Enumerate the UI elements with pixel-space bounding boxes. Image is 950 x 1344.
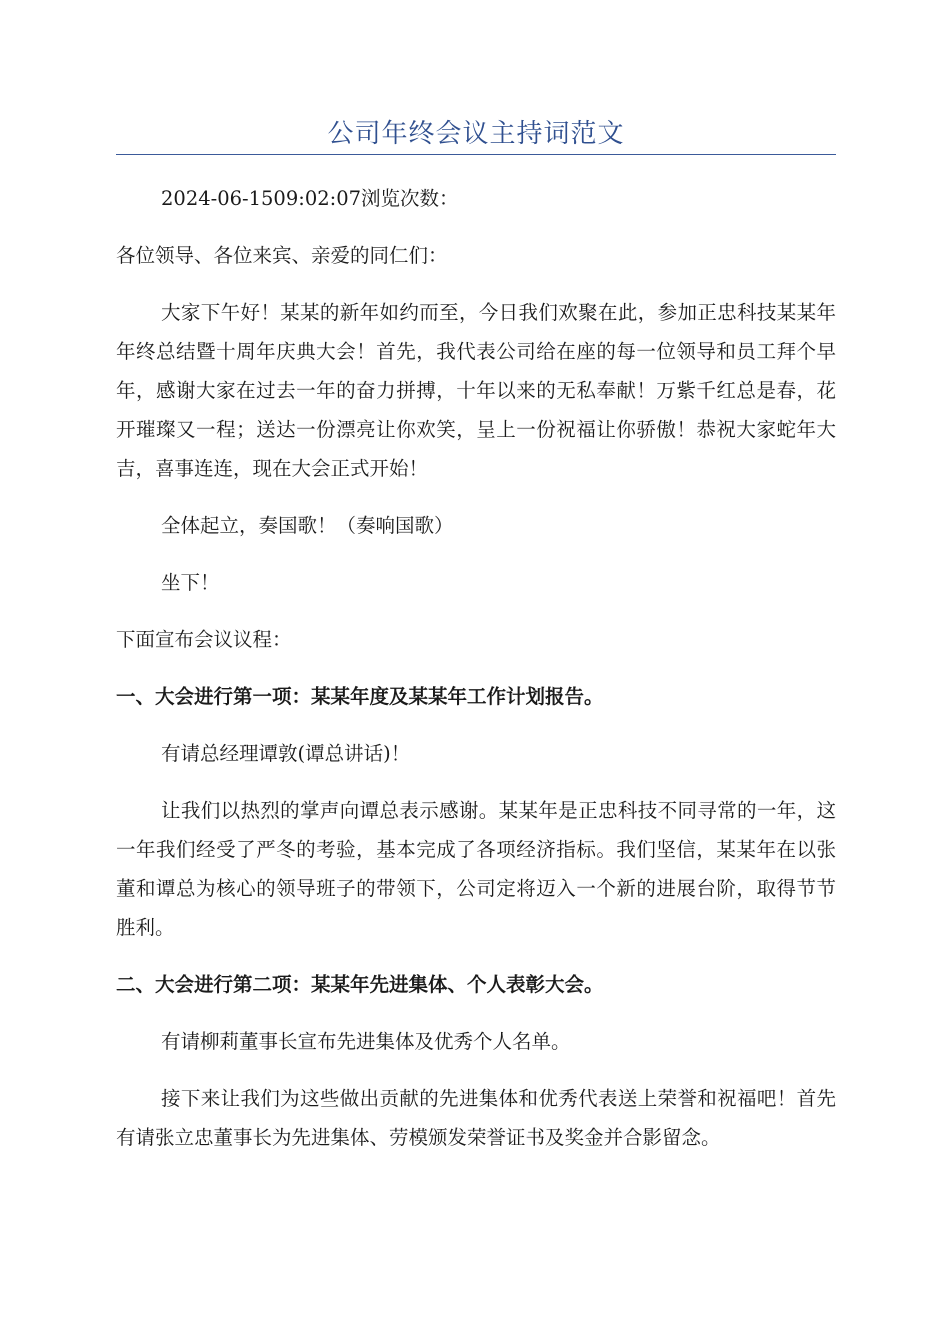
agenda-item-1-invite: 有请总经理谭敦(谭总讲话)！	[161, 742, 411, 765]
agenda-item-2-heading: 二、大会进行第二项：某某年先进集体、个人表彰大会。	[116, 973, 604, 996]
greeting-paragraph: 各位领导、各位来宾、亲爱的同仁们：	[116, 244, 448, 267]
agenda-item-1-thanks: 让我们以热烈的掌声向谭总表示感谢。某某年是正忠科技不同寻常的一年，这一年我们经受了严冬的考验，基本完成了各项经济指标。我们坚信，某某年在以张董和谭总为核心的领导班子的带领下，公司定将迈入一个新的进展台阶，取得节节胜利。	[116, 799, 836, 939]
document-meta: 2024-06-1509:02:07浏览次数：	[161, 187, 459, 210]
opening-paragraph: 大家下午好！某某的新年如约而至，今日我们欢聚在此，参加正忠科技某某年年终总结暨十周年庆典大会！首先，我代表公司给在座的每一位领导和员工拜个早年，感谢大家在过去一年的奋力拼搏，十年以来的无私奉献！万紫千红总是春，花开璀璨又一程；送达一份漂亮让你欢笑，呈上一份祝福让你骄傲！恭祝大家蛇年大吉，喜事连连，现在大会正式开始！	[116, 301, 836, 480]
agenda-item-2-invite: 有请柳莉董事长宣布先进集体及优秀个人名单。	[161, 1030, 571, 1053]
anthem-paragraph: 全体起立，奏国歌！（奏响国歌）	[161, 514, 454, 537]
title-underline	[116, 154, 836, 155]
document-title: 公司年终会议主持词范文	[327, 119, 625, 149]
agenda-intro-paragraph: 下面宣布会议议程：	[116, 628, 292, 651]
document-page	[116, 0, 836, 1157]
sit-paragraph: 坐下！	[161, 571, 220, 594]
agenda-item-2-award: 接下来让我们为这些做出贡献的先进集体和优秀代表送上荣誉和祝福吧！首先有请张立忠董事长为先进集体、劳模颁发荣誉证书及奖金并合影留念。	[116, 1087, 836, 1149]
agenda-item-1-heading: 一、大会进行第一项：某某年度及某某年工作计划报告。	[116, 685, 604, 708]
